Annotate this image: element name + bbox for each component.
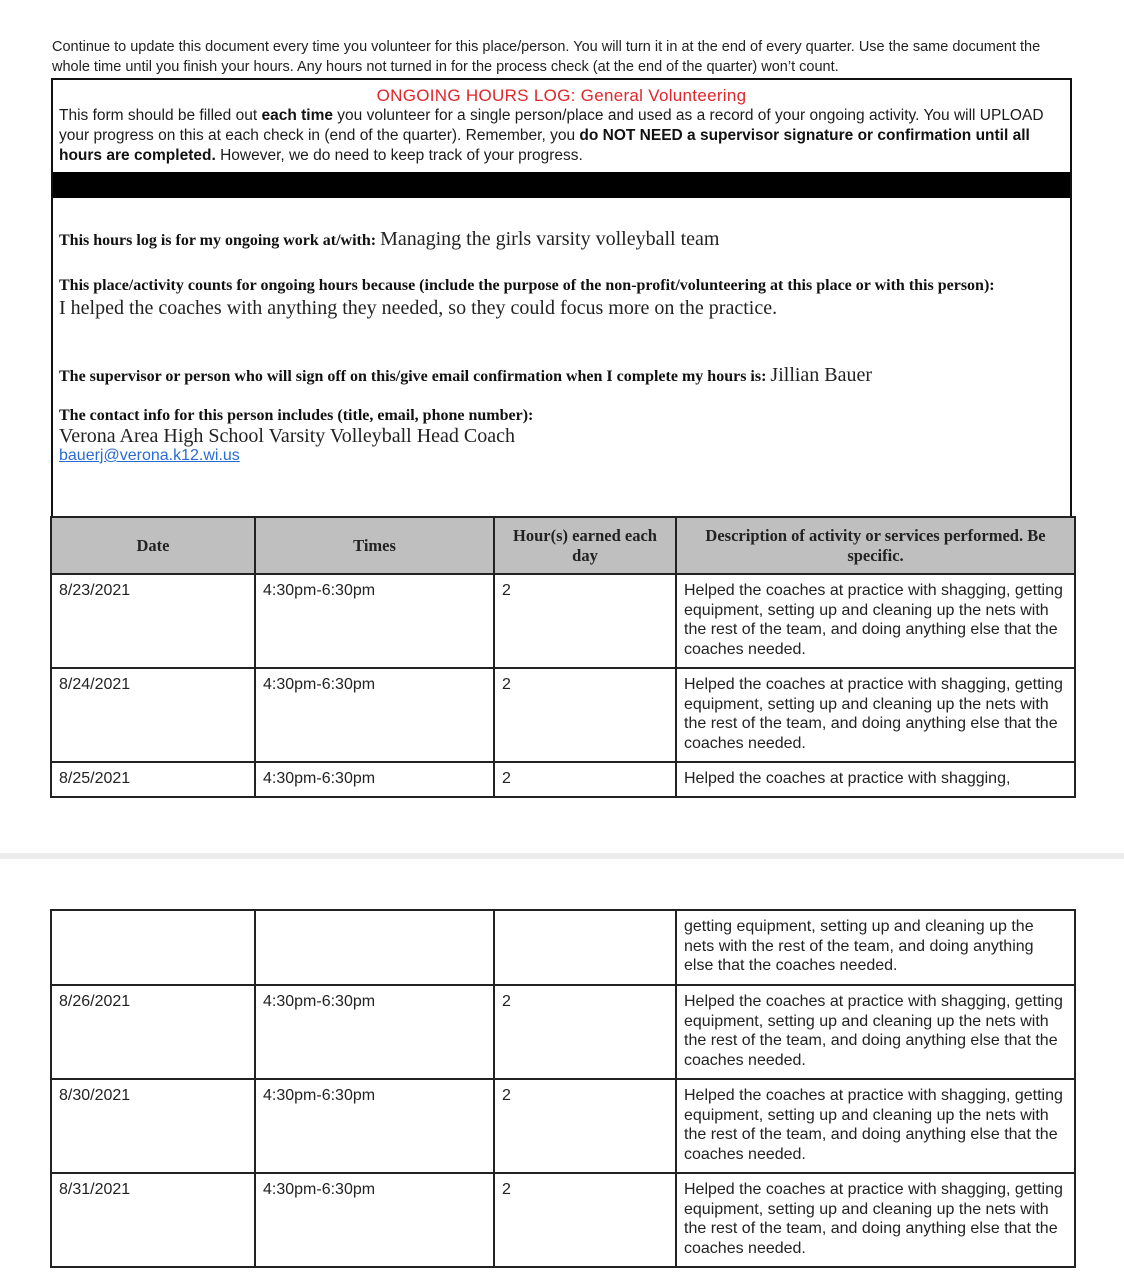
desc-text: you volunteer for a single person/place and used as a record of your ongoing activity. You will UPLOAD your progress on this at each check in (end of the quarter). Remember, you <box>59 107 1044 144</box>
contact-email-link[interactable]: bauerj@verona.k12.wi.us <box>59 447 240 464</box>
table-row <box>51 1079 1075 1173</box>
reason-value: I helped the coaches with anything they needed, so they could focus more on the practice. <box>59 297 778 319</box>
table-row <box>51 1173 1075 1267</box>
table-row <box>51 762 1075 797</box>
contact-field <box>59 407 1060 465</box>
cell-hours: 2 <box>494 762 676 797</box>
supervisor-label: The supervisor or person who will sign off on this/give email confirmation when I complete my hours is: <box>59 368 767 385</box>
cell-hours: 2 <box>494 668 676 762</box>
table-row <box>51 668 1075 762</box>
work-field <box>59 228 1060 251</box>
table-row <box>51 985 1075 1079</box>
page-break <box>0 853 1124 859</box>
cell-date: 8/30/2021 <box>51 1079 255 1173</box>
cell-date: 8/26/2021 <box>51 985 255 1079</box>
header-date: Date <box>51 517 255 574</box>
cell-hours: 2 <box>494 1079 676 1173</box>
cell-times: 4:30pm-6:30pm <box>255 574 494 668</box>
work-label: This hours log is for my ongoing work at/with: <box>59 232 377 249</box>
work-value: Managing the girls varsity volleyball team <box>380 228 720 250</box>
intro-instructions: Continue to update this document every time you volunteer for this place/person. You will turn it in at the end of every quarter. Use the same document the whole time until you finish your hours. Any hours not turned in for the process check (at the end of the quarter) won’t count. <box>52 39 1041 75</box>
desc-text: This form should be filled out <box>59 107 262 124</box>
table-header-row <box>51 517 1075 574</box>
cell-hours: 2 <box>494 985 676 1079</box>
hours-log-form <box>51 78 1072 517</box>
form-description <box>53 106 1070 166</box>
hours-table-page2 <box>50 909 1076 1268</box>
supervisor-value: Jillian Bauer <box>770 364 873 386</box>
cell-hours <box>494 910 676 985</box>
cell-description: Helped the coaches at practice with shagging, getting equipment, setting up and cleaning up the nets with the rest of the team, and doing anything else that the coaches needed. <box>676 668 1075 762</box>
cell-hours: 2 <box>494 574 676 668</box>
table-row <box>51 910 1075 985</box>
cell-description: getting equipment, setting up and cleaning up the nets with the rest of the team, and doing anything else that the coaches needed. <box>676 910 1075 985</box>
cell-date: 8/25/2021 <box>51 762 255 797</box>
cell-times: 4:30pm-6:30pm <box>255 1173 494 1267</box>
hours-table-page1 <box>50 516 1076 798</box>
supervisor-field <box>59 364 1060 387</box>
reason-field <box>59 276 1060 319</box>
cell-date: 8/31/2021 <box>51 1173 255 1267</box>
cell-description: Helped the coaches at practice with shagging, <box>676 762 1075 797</box>
desc-bold: do NOT NEED a supervisor signature or confirmation until all hours are completed. <box>59 127 1030 164</box>
cell-times: 4:30pm-6:30pm <box>255 762 494 797</box>
cell-date <box>51 910 255 985</box>
cell-times: 4:30pm-6:30pm <box>255 1079 494 1173</box>
cell-description: Helped the coaches at practice with shagging, getting equipment, setting up and cleaning up the nets with the rest of the team, and doing anything else that the coaches needed. <box>676 574 1075 668</box>
cell-times: 4:30pm-6:30pm <box>255 985 494 1079</box>
cell-times <box>255 910 494 985</box>
cell-description: Helped the coaches at practice with shagging, getting equipment, setting up and cleaning up the nets with the rest of the team, and doing anything else that the coaches needed. <box>676 1173 1075 1267</box>
header-description: Description of activity or services performed. Be specific. <box>676 517 1075 574</box>
table-row <box>51 574 1075 668</box>
cell-date: 8/24/2021 <box>51 668 255 762</box>
cell-date: 8/23/2021 <box>51 574 255 668</box>
divider-bar <box>53 172 1070 198</box>
header-times: Times <box>255 517 494 574</box>
contact-title: Verona Area High School Varsity Volleyball Head Coach <box>59 425 516 447</box>
contact-label: The contact info for this person includes (title, email, phone number): <box>59 407 534 424</box>
form-title: ONGOING HOURS LOG: General Volunteering <box>376 86 747 105</box>
desc-text: However, we do need to keep track of your progress. <box>215 147 583 164</box>
cell-hours: 2 <box>494 1173 676 1267</box>
cell-description: Helped the coaches at practice with shagging, getting equipment, setting up and cleaning up the nets with the rest of the team, and doing anything else that the coaches needed. <box>676 985 1075 1079</box>
cell-times: 4:30pm-6:30pm <box>255 668 494 762</box>
reason-label: This place/activity counts for ongoing hours because (include the purpose of the non-profit/volunteering at this place or with this person): <box>59 277 995 294</box>
header-hours: Hour(s) earned each day <box>494 517 676 574</box>
desc-bold: each time <box>261 107 333 124</box>
cell-description: Helped the coaches at practice with shagging, getting equipment, setting up and cleaning up the nets with the rest of the team, and doing anything else that the coaches needed. <box>676 1079 1075 1173</box>
